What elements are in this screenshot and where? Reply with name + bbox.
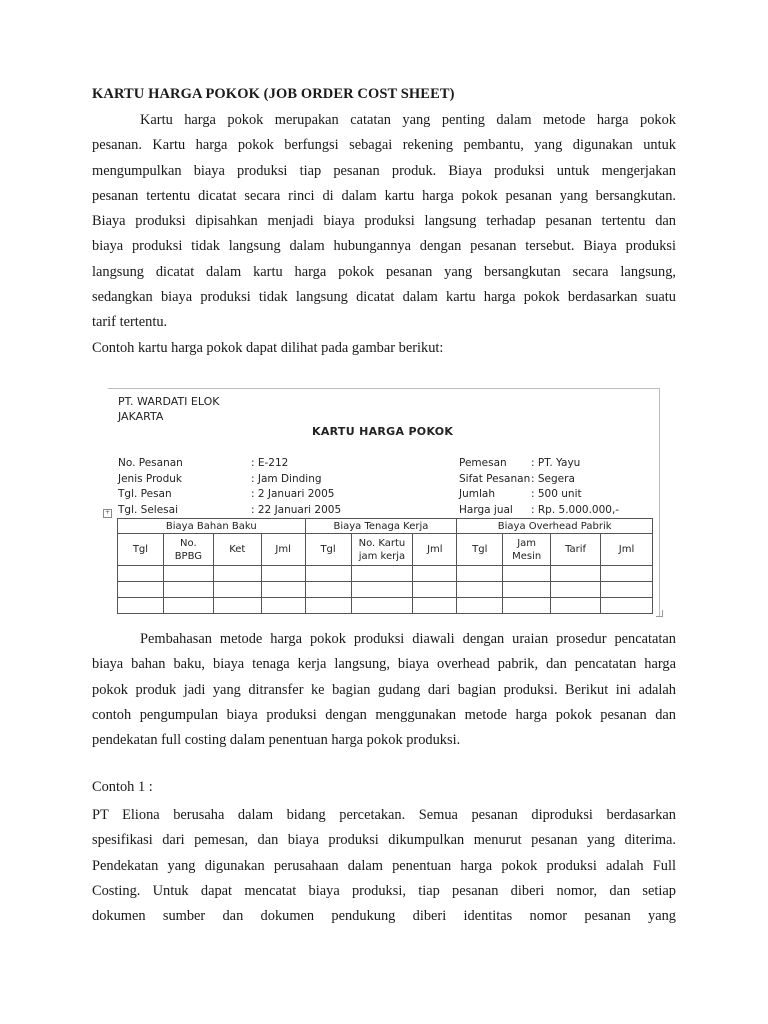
column-header-text: Tgl — [320, 544, 336, 555]
paragraph-line: PT Eliona berusaha dalam bidang percetakan. Semua pesanan diproduksi berdasarkan — [92, 807, 676, 823]
column-header-text: No. — [180, 537, 197, 549]
field-value: : 500 unit — [531, 488, 582, 500]
column-header-text: Tgl — [132, 544, 149, 555]
company-city: JAKARTA — [118, 410, 164, 423]
figure-border-right — [659, 388, 660, 616]
section-heading: KARTU HARGA POKOK (JOB ORDER COST SHEET) — [92, 86, 455, 102]
card-right-fields — [459, 456, 619, 518]
paragraph-line: contoh pengumpulan biaya produksi dengan menggunakan metode harga pokok pesanan dan — [92, 706, 676, 723]
field-label: Harga jual — [459, 503, 513, 516]
table-column-header-row — [118, 534, 653, 566]
column-header — [261, 534, 305, 566]
paragraph-line: pesanan tertentu dicatat secara rinci di dalam kartu harga pokok pesanan yang bersangkutan. — [92, 187, 676, 204]
field-value: : Jam Dinding — [251, 472, 322, 485]
field-label: Jumlah — [459, 488, 495, 500]
paragraph-pembahasan — [92, 627, 676, 753]
company-name: PT. WARDATI ELOK — [118, 395, 220, 408]
column-header — [503, 534, 551, 566]
column-header-text: Tgl — [472, 544, 488, 555]
group-header-overhead-pabrik: Biaya Overhead Pabrik — [457, 519, 653, 534]
column-header-text: Ket — [229, 544, 246, 555]
paragraph-line: spesifikasi dari pemesan, dan biaya produksi dikumpulkan menurut pesanan yang diterima. — [92, 832, 676, 849]
paragraph-line: pokok produk jadi yang ditransfer ke bagian gudang dari bagian produksi. Berikut ini adalah — [92, 681, 676, 698]
column-header-text: Jml — [618, 544, 635, 555]
figure-border-top — [108, 388, 660, 389]
table-row — [118, 582, 653, 598]
column-header — [457, 534, 503, 566]
table-row — [118, 566, 653, 582]
paragraph-line: sedangkan biaya produksi tidak langsung dicatat dalam kartu harga pokok berdasarkan suatu — [92, 289, 676, 306]
column-header — [601, 534, 653, 566]
paragraph-line: tarif tertentu. — [92, 314, 168, 331]
field-value: : E-212 — [251, 457, 289, 469]
column-header-text: Jml — [275, 544, 291, 555]
column-header — [213, 534, 261, 566]
cost-card-table — [117, 518, 653, 614]
resize-corner-mark — [656, 610, 663, 617]
table-group-header-row — [118, 519, 653, 534]
column-header-text: jam kerja — [358, 550, 406, 562]
paragraph-line: biaya produksi tidak langsung dalam hubungannya dengan pesanan tersebut. Biaya produksi — [92, 238, 676, 255]
column-header — [305, 534, 351, 566]
card-left-fields — [118, 456, 341, 518]
paragraph-line: dokumen sumber dan dokumen pendukung diberi identitas nomor pesanan yang — [92, 908, 676, 925]
column-header — [551, 534, 601, 566]
field-label: Sifat Pesanan — [459, 472, 531, 485]
field-value: : 2 Januari 2005 — [251, 488, 335, 500]
paragraph-line: Costing. Untuk dapat mencatat biaya produksi, tiap pesanan diberi nomor, dan setiap — [92, 882, 676, 899]
example-intro: Contoh kartu harga pokok dapat dilihat pada gambar berikut: — [92, 340, 444, 356]
group-header-tenaga-kerja: Biaya Tenaga Kerja — [305, 519, 457, 534]
paragraph-kartu-harga-pokok — [92, 108, 676, 336]
column-header-text: BPBG — [174, 550, 203, 562]
field-label: Pemesan — [459, 457, 507, 469]
column-header-text: No. Kartu — [358, 537, 406, 549]
paragraph-line: pendekatan full costing dalam penentuan harga pokok produksi. — [92, 732, 461, 749]
field-label: Tgl. Selesai — [118, 503, 178, 516]
paragraph-line: biaya bahan baku, biaya tenaga kerja langsung, biaya overhead pabrik, dan pencatatan harga — [92, 656, 676, 673]
table-row — [118, 598, 653, 614]
paragraph-line: mengumpulkan biaya produksi tiap pesanan produk. Biaya produksi untuk mengerjakan — [92, 162, 676, 179]
field-value: : Segera — [531, 472, 575, 485]
paragraph-line: Pembahasan metode harga pokok produksi diawali dengan uraian prosedur pencatatan — [140, 631, 676, 647]
field-label: Jenis Produk — [118, 472, 182, 485]
job-order-cost-card-figure — [104, 388, 660, 618]
column-header — [163, 534, 213, 566]
column-header — [118, 534, 164, 566]
column-header-text: Tarif — [565, 544, 587, 555]
paragraph-line: pesanan. Kartu harga pokok berfungsi sebagai rekening pembantu, yang digunakan untuk — [92, 137, 676, 154]
card-title: KARTU HARGA POKOK — [312, 425, 454, 438]
table-move-handle-icon: + — [104, 509, 111, 516]
field-label: No. Pesanan — [118, 457, 183, 469]
paragraph-line: Pendekatan yang digunakan perusahaan dalam penentuan harga pokok produksi adalah Full — [92, 857, 676, 874]
field-value: : Rp. 5.000.000,- — [531, 503, 620, 516]
paragraph-line: Biaya produksi dipisahkan menjadi biaya produksi langsung terhadap pesanan tertentu dan — [92, 213, 676, 230]
column-header — [413, 534, 457, 566]
example-1-label: Contoh 1 : — [92, 779, 153, 795]
column-header-text: Jml — [427, 544, 443, 555]
field-value: : 22 Januari 2005 — [251, 503, 342, 516]
column-header-text: Jam — [517, 537, 537, 549]
paragraph-pt-eliona — [92, 803, 676, 929]
paragraph-line: Kartu harga pokok merupakan catatan yang penting dalam metode harga pokok — [140, 112, 676, 128]
column-header-text: Mesin — [512, 550, 542, 562]
card-company — [118, 394, 219, 424]
field-label: Tgl. Pesan — [118, 488, 172, 500]
group-header-bahan-baku: Biaya Bahan Baku — [118, 519, 306, 534]
column-header — [351, 534, 413, 566]
paragraph-line: langsung dicatat dalam kartu harga pokok pesanan yang bersangkutan secara langsung, — [92, 263, 676, 280]
field-value: : PT. Yayu — [531, 457, 581, 469]
